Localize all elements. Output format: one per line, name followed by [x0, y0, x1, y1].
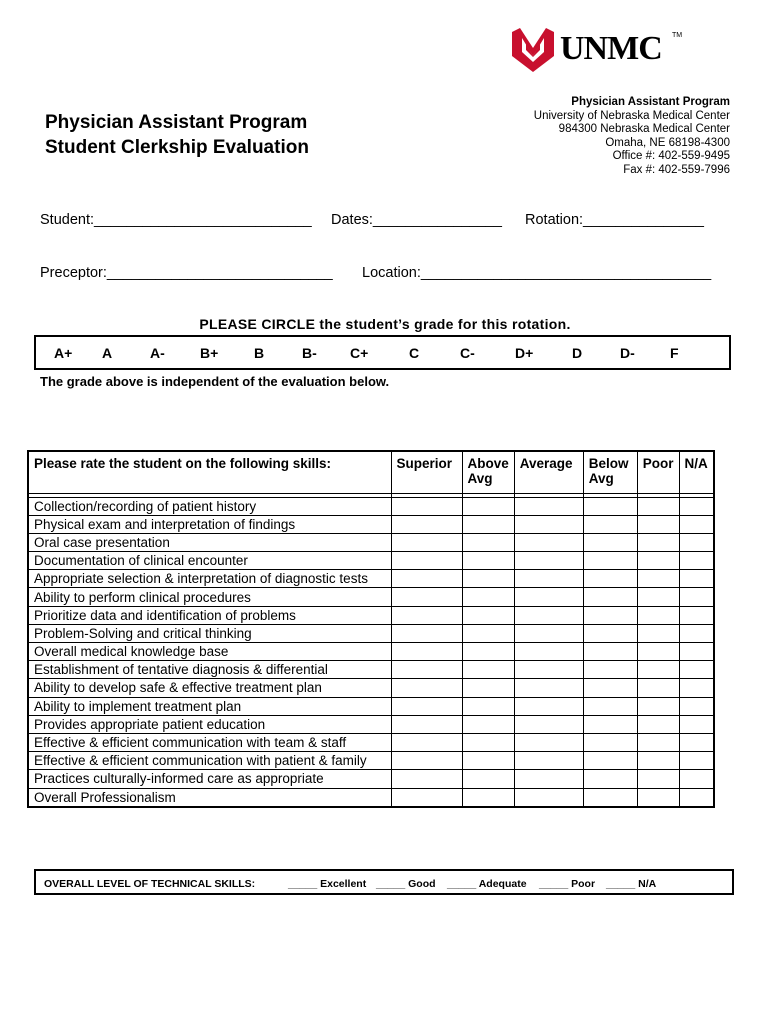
address-line: University of Nebraska Medical Center [533, 109, 730, 122]
preceptor-field[interactable]: Preceptor:____________________________ [40, 265, 333, 281]
rating-cell-na[interactable] [679, 515, 714, 533]
rating-cell-average[interactable] [514, 533, 583, 551]
rating-cell-average[interactable] [514, 515, 583, 533]
table-row [28, 679, 714, 697]
rating-cell-superior[interactable] [391, 752, 462, 770]
superior-header: Superior [391, 451, 462, 493]
rating-cell-below-avg[interactable] [583, 570, 637, 588]
dates-field[interactable]: Dates:________________ [331, 212, 502, 228]
grade-option[interactable]: D+ [515, 345, 534, 361]
address-line: 984300 Nebraska Medical Center [558, 123, 730, 136]
skill-label: Problem-Solving and critical thinking [28, 624, 391, 642]
rating-cell-below-avg[interactable] [583, 752, 637, 770]
table-row [28, 552, 714, 570]
table-row [28, 497, 714, 515]
rating-cell-above-avg[interactable] [462, 552, 514, 570]
rating-cell-na[interactable] [679, 624, 714, 642]
table-row [28, 533, 714, 551]
rating-cell-poor[interactable] [637, 752, 679, 770]
rating-cell-below-avg[interactable] [583, 643, 637, 661]
below-avg-line-2: Avg [588, 471, 614, 486]
rating-cell-average[interactable] [514, 752, 583, 770]
skill-label: Overall medical knowledge base [28, 643, 391, 661]
rating-cell-poor[interactable] [637, 697, 679, 715]
rating-cell-superior[interactable] [391, 570, 462, 588]
rating-cell-na[interactable] [679, 752, 714, 770]
rating-cell-na[interactable] [679, 697, 714, 715]
address-heading: Physician Assistant Program [571, 96, 730, 108]
skill-label: Prioritize data and identification of problems [28, 606, 391, 624]
rating-cell-na[interactable] [679, 552, 714, 570]
rating-cell-poor[interactable] [637, 770, 679, 788]
skill-label: Provides appropriate patient education [28, 715, 391, 733]
grade-option[interactable]: B+ [200, 345, 219, 361]
rating-cell-above-avg[interactable] [462, 697, 514, 715]
rating-cell-below-avg[interactable] [583, 661, 637, 679]
skill-label: Ability to perform clinical procedures [28, 588, 391, 606]
rating-cell-na[interactable] [679, 788, 714, 807]
skill-label: Effective & efficient communication with patient & family [28, 752, 391, 770]
rating-cell-above-avg[interactable] [462, 570, 514, 588]
rating-cell-na[interactable] [679, 715, 714, 733]
overall-option-excellent[interactable]: _____ Excellent [288, 878, 367, 890]
rating-cell-average[interactable] [514, 697, 583, 715]
rating-cell-poor[interactable] [637, 606, 679, 624]
rating-cell-below-avg[interactable] [583, 606, 637, 624]
skill-label: Documentation of clinical encounter [28, 552, 391, 570]
rating-cell-below-avg[interactable] [583, 788, 637, 807]
rotation-field[interactable]: Rotation:_______________ [525, 212, 704, 228]
overall-option-adequate[interactable]: _____ Adequate [447, 878, 527, 890]
overall-option-good[interactable]: _____ Good [376, 878, 436, 890]
rating-cell-superior[interactable] [391, 497, 462, 515]
rating-cell-above-avg[interactable] [462, 715, 514, 733]
rating-cell-na[interactable] [679, 533, 714, 551]
rating-cell-below-avg[interactable] [583, 697, 637, 715]
location-field[interactable]: Location:____________________________________ [362, 265, 712, 281]
rating-cell-poor[interactable] [637, 679, 679, 697]
address-line: Omaha, NE 68198-4300 [605, 136, 730, 149]
rating-cell-average[interactable] [514, 588, 583, 606]
rating-cell-poor[interactable] [637, 643, 679, 661]
grade-option[interactable]: F [670, 345, 679, 361]
grade-option[interactable]: C- [460, 345, 475, 361]
grade-option[interactable]: B- [302, 345, 317, 361]
unmc-logo [510, 26, 683, 76]
skill-label: Appropriate selection & interpretation of diagnostic tests [28, 570, 391, 588]
address-line: Office #: 402-559-9495 [612, 150, 730, 163]
rating-cell-average[interactable] [514, 679, 583, 697]
grade-option[interactable]: C+ [350, 345, 369, 361]
rating-cell-poor[interactable] [637, 533, 679, 551]
rating-cell-above-avg[interactable] [462, 533, 514, 551]
rating-cell-average[interactable] [514, 624, 583, 642]
skill-rows [28, 497, 714, 807]
skill-label: Physical exam and interpretation of findings [28, 515, 391, 533]
grade-option[interactable]: D- [620, 345, 635, 361]
skill-label: Overall Professionalism [28, 788, 391, 807]
title-line-2: Student Clerkship Evaluation [45, 137, 309, 158]
rating-cell-above-avg[interactable] [462, 661, 514, 679]
rating-cell-average[interactable] [514, 570, 583, 588]
rating-cell-poor[interactable] [637, 661, 679, 679]
grade-option[interactable]: C [409, 345, 420, 361]
rating-cell-superior[interactable] [391, 788, 462, 807]
rating-cell-above-avg[interactable] [462, 515, 514, 533]
skill-label: Effective & efficient communication with team & staff [28, 733, 391, 751]
above-avg-line-1: Above [467, 456, 509, 471]
poor-header: Poor [637, 451, 679, 493]
rating-cell-above-avg[interactable] [462, 606, 514, 624]
rating-cell-superior[interactable] [391, 606, 462, 624]
rating-cell-superior[interactable] [391, 697, 462, 715]
grade-option[interactable]: D [572, 345, 583, 361]
address-block [534, 96, 730, 178]
grade-options-box [34, 335, 731, 370]
skill-label: Practices culturally-informed care as appropriate [28, 770, 391, 788]
skills-header: Please rate the student on the following skills: [28, 451, 391, 493]
address-line: Fax #: 402-559-7996 [623, 163, 730, 176]
rating-cell-above-avg[interactable] [462, 788, 514, 807]
rating-cell-na[interactable] [679, 497, 714, 515]
rating-cell-superior[interactable] [391, 715, 462, 733]
rating-cell-poor[interactable] [637, 715, 679, 733]
above-avg-header [462, 451, 514, 493]
rating-cell-below-avg[interactable] [583, 770, 637, 788]
rating-cell-poor[interactable] [637, 624, 679, 642]
table-row [28, 588, 714, 606]
grade-option[interactable]: B [254, 345, 265, 361]
title-line-1: Physician Assistant Program [45, 112, 308, 133]
rating-cell-below-avg[interactable] [583, 552, 637, 570]
rating-cell-below-avg[interactable] [583, 497, 637, 515]
table-row [28, 624, 714, 642]
skill-label: Collection/recording of patient history [28, 497, 391, 515]
rating-cell-superior[interactable] [391, 624, 462, 642]
logo-text: UNMC [560, 30, 662, 67]
rating-cell-superior[interactable] [391, 770, 462, 788]
above-avg-line-2: Avg [467, 471, 493, 486]
rating-cell-below-avg[interactable] [583, 515, 637, 533]
average-header: Average [514, 451, 583, 493]
rating-cell-na[interactable] [679, 661, 714, 679]
rating-cell-poor[interactable] [637, 733, 679, 751]
table-row [28, 570, 714, 588]
rating-cell-poor[interactable] [637, 515, 679, 533]
rating-cell-average[interactable] [514, 661, 583, 679]
rating-cell-above-avg[interactable] [462, 624, 514, 642]
rating-cell-average[interactable] [514, 552, 583, 570]
rating-cell-na[interactable] [679, 733, 714, 751]
overall-option-na[interactable]: _____ N/A [606, 878, 657, 890]
overall-option-poor[interactable]: _____ Poor [539, 878, 596, 890]
rating-cell-na[interactable] [679, 679, 714, 697]
rating-cell-average[interactable] [514, 606, 583, 624]
overall-technical-skills-box [34, 869, 734, 895]
grade-option[interactable]: A- [150, 345, 165, 361]
rating-cell-poor[interactable] [637, 497, 679, 515]
below-avg-line-1: Below [588, 456, 629, 471]
rating-cell-above-avg[interactable] [462, 770, 514, 788]
logo-trademark: TM [672, 32, 683, 39]
na-header: N/A [679, 451, 714, 493]
rating-cell-poor[interactable] [637, 588, 679, 606]
table-row [28, 752, 714, 770]
table-row [28, 697, 714, 715]
rating-cell-average[interactable] [514, 733, 583, 751]
rating-cell-average[interactable] [514, 643, 583, 661]
rating-cell-above-avg[interactable] [462, 752, 514, 770]
table-row [28, 715, 714, 733]
rating-cell-below-avg[interactable] [583, 715, 637, 733]
rating-cell-above-avg[interactable] [462, 497, 514, 515]
skill-label: Ability to develop safe & effective treatment plan [28, 679, 391, 697]
rating-cell-average[interactable] [514, 788, 583, 807]
rating-cell-poor[interactable] [637, 788, 679, 807]
rating-cell-superior[interactable] [391, 661, 462, 679]
rating-cell-na[interactable] [679, 643, 714, 661]
rating-cell-average[interactable] [514, 715, 583, 733]
table-row [28, 643, 714, 661]
grade-option[interactable]: A [102, 345, 113, 361]
rating-cell-below-avg[interactable] [583, 533, 637, 551]
table-row [28, 770, 714, 788]
table-row [28, 606, 714, 624]
grade-option[interactable]: A+ [54, 345, 73, 361]
rating-cell-below-avg[interactable] [583, 588, 637, 606]
skills-rating-table [27, 450, 715, 808]
rating-cell-above-avg[interactable] [462, 643, 514, 661]
rating-cell-below-avg[interactable] [583, 624, 637, 642]
rating-cell-na[interactable] [679, 606, 714, 624]
table-row [28, 515, 714, 533]
student-field[interactable]: Student:___________________________ [40, 212, 312, 228]
grade-note: The grade above is independent of the evaluation below. [40, 374, 390, 389]
rating-cell-below-avg[interactable] [583, 733, 637, 751]
rating-cell-na[interactable] [679, 570, 714, 588]
unmc-shield-icon [510, 26, 556, 74]
page-title [45, 110, 309, 160]
skill-label: Ability to implement treatment plan [28, 697, 391, 715]
rating-cell-superior[interactable] [391, 552, 462, 570]
rating-cell-above-avg[interactable] [462, 733, 514, 751]
rating-cell-superior[interactable] [391, 643, 462, 661]
rating-cell-superior[interactable] [391, 588, 462, 606]
rating-cell-superior[interactable] [391, 733, 462, 751]
table-header-row [28, 451, 714, 493]
below-avg-header [583, 451, 637, 493]
rating-cell-na[interactable] [679, 588, 714, 606]
rating-cell-average[interactable] [514, 770, 583, 788]
rating-cell-superior[interactable] [391, 515, 462, 533]
rating-cell-poor[interactable] [637, 570, 679, 588]
rating-cell-superior[interactable] [391, 533, 462, 551]
table-row [28, 788, 714, 807]
rating-cell-average[interactable] [514, 497, 583, 515]
table-row [28, 661, 714, 679]
rating-cell-na[interactable] [679, 770, 714, 788]
rating-cell-poor[interactable] [637, 552, 679, 570]
grade-instruction: PLEASE CIRCLE the student’s grade for this rotation. [199, 316, 571, 332]
rating-cell-superior[interactable] [391, 679, 462, 697]
rating-cell-above-avg[interactable] [462, 679, 514, 697]
rating-cell-above-avg[interactable] [462, 588, 514, 606]
skill-label: Establishment of tentative diagnosis & differential [28, 661, 391, 679]
skill-label: Oral case presentation [28, 533, 391, 551]
overall-label: OVERALL LEVEL OF TECHNICAL SKILLS: [44, 878, 256, 890]
table-row [28, 733, 714, 751]
rating-cell-below-avg[interactable] [583, 679, 637, 697]
